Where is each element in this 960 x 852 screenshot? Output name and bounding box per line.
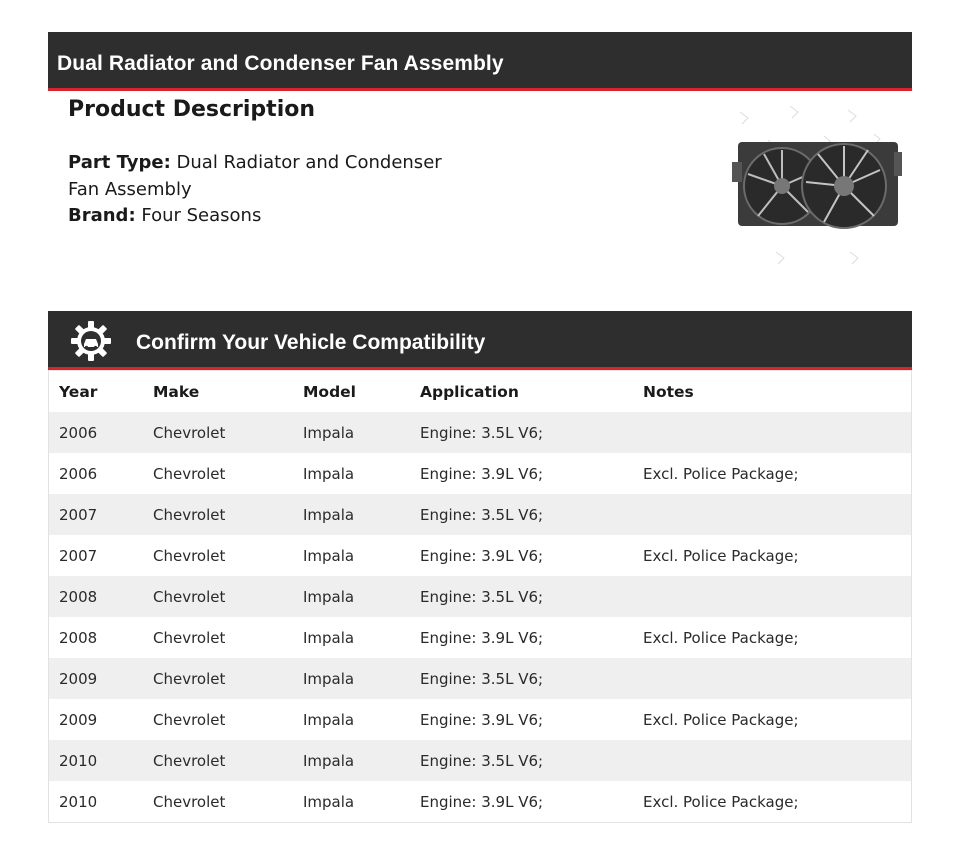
cell-model: Impala <box>303 587 355 606</box>
cell-model: Impala <box>303 546 355 565</box>
cell-notes: Excl. Police Package; <box>643 792 799 811</box>
table-row <box>49 494 912 535</box>
brand-label: Brand: <box>68 205 136 226</box>
compatibility-title: Confirm Your Vehicle Compatibility <box>136 331 486 354</box>
cell-make: Chevrolet <box>153 751 226 770</box>
cell-make: Chevrolet <box>153 546 226 565</box>
part-type-value: Dual Radiator and Condenser Fan Assembly <box>68 152 442 200</box>
cell-model: Impala <box>303 423 355 442</box>
cell-year: 2008 <box>59 628 98 647</box>
cell-application: Engine: 3.9L V6; <box>420 546 544 565</box>
cell-model: Impala <box>303 628 355 647</box>
column-header-make: Make <box>153 382 200 401</box>
cell-year: 2009 <box>59 710 98 729</box>
cell-application: Engine: 3.5L V6; <box>420 587 544 606</box>
cell-application: Engine: 3.9L V6; <box>420 628 544 647</box>
radiator-fan-image <box>728 100 908 270</box>
cell-notes <box>633 494 912 535</box>
table-row <box>49 576 912 617</box>
cell-model: Impala <box>303 669 355 688</box>
product-description-heading: Product Description <box>68 97 316 122</box>
table-row <box>49 617 912 658</box>
cell-make: Chevrolet <box>153 792 226 811</box>
cell-notes: Excl. Police Package; <box>643 546 799 565</box>
cell-application: Engine: 3.9L V6; <box>420 710 544 729</box>
cell-model: Impala <box>303 792 355 811</box>
cell-notes <box>633 740 912 781</box>
gear-car-icon <box>70 320 112 362</box>
table-row <box>49 740 912 781</box>
compatibility-table <box>48 370 912 823</box>
brand-value: Four Seasons <box>141 205 262 226</box>
cell-year: 2008 <box>59 587 98 606</box>
column-header-notes: Notes <box>643 382 694 401</box>
cell-make: Chevrolet <box>153 628 226 647</box>
cell-model: Impala <box>303 751 355 770</box>
cell-notes <box>633 658 912 699</box>
table-row <box>49 658 912 699</box>
cell-application: Engine: 3.9L V6; <box>420 464 544 483</box>
cell-model: Impala <box>303 710 355 729</box>
cell-year: 2009 <box>59 669 98 688</box>
cell-make: Chevrolet <box>153 587 226 606</box>
cell-notes: Excl. Police Package; <box>643 710 799 729</box>
cell-year: 2010 <box>59 751 98 770</box>
part-type-label: Part Type: <box>68 152 171 173</box>
product-title: Dual Radiator and Condenser Fan Assembly <box>57 52 504 75</box>
cell-make: Chevrolet <box>153 464 226 483</box>
cell-year: 2010 <box>59 792 98 811</box>
cell-year: 2007 <box>59 505 98 524</box>
cell-make: Chevrolet <box>153 669 226 688</box>
product-title-banner <box>48 32 912 91</box>
table-row <box>49 412 912 453</box>
cell-notes <box>633 412 912 453</box>
compatibility-banner <box>48 311 912 370</box>
cell-application: Engine: 3.5L V6; <box>420 423 544 442</box>
cell-application: Engine: 3.5L V6; <box>420 669 544 688</box>
column-header-year: Year <box>59 382 98 401</box>
cell-application: Engine: 3.9L V6; <box>420 792 544 811</box>
cell-year: 2007 <box>59 546 98 565</box>
cell-make: Chevrolet <box>153 710 226 729</box>
cell-application: Engine: 3.5L V6; <box>420 505 544 524</box>
cell-notes: Excl. Police Package; <box>643 464 799 483</box>
cell-notes <box>633 576 912 617</box>
cell-notes: Excl. Police Package; <box>643 628 799 647</box>
cell-application: Engine: 3.5L V6; <box>420 751 544 770</box>
cell-year: 2006 <box>59 464 98 483</box>
column-header-model: Model <box>303 382 356 401</box>
table-row <box>49 535 912 576</box>
cell-model: Impala <box>303 464 355 483</box>
table-row <box>49 781 912 823</box>
cell-model: Impala <box>303 505 355 524</box>
column-header-application: Application <box>420 382 519 401</box>
cell-make: Chevrolet <box>153 505 226 524</box>
cell-make: Chevrolet <box>153 423 226 442</box>
product-description-body <box>68 150 448 230</box>
table-row <box>49 453 912 494</box>
cell-year: 2006 <box>59 423 98 442</box>
table-header-row <box>49 371 912 413</box>
table-row <box>49 699 912 740</box>
